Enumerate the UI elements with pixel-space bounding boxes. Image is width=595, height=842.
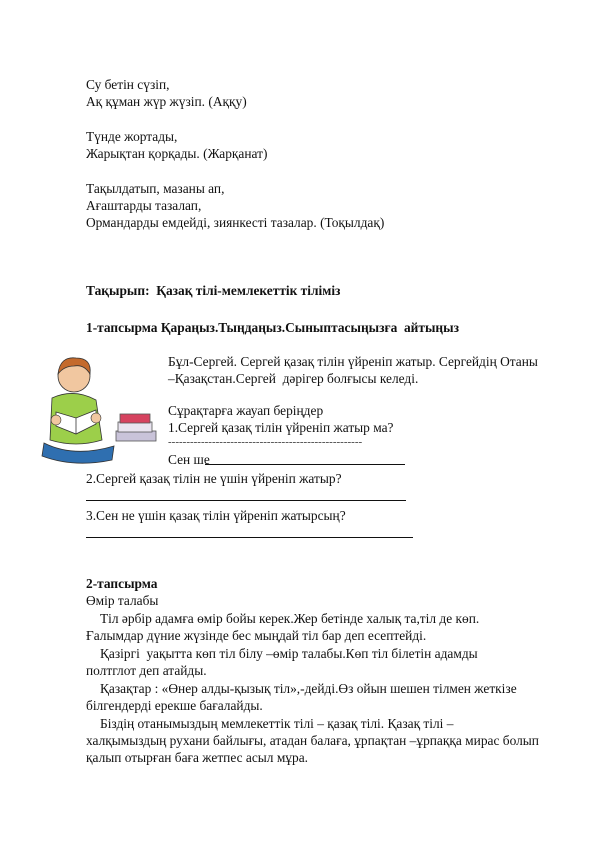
- question-1: 1.Сергей қазақ тілін үйреніп жатыр ма?: [168, 420, 394, 435]
- question-1-answer-label: Сен ше: [168, 452, 210, 467]
- task2-title: Өмір талабы: [86, 593, 159, 608]
- task2-paragraph-line: Біздің отанымыздың мемлекеттік тілі – қазақ тілі. Қазақ тілі –: [100, 716, 454, 731]
- riddle-3-line-1: Тақылдатып, мазаны ап,: [86, 181, 225, 196]
- task2-paragraph-line: Тіл әрбір адамға өмір бойы керек.Жер бетінде халық та,тіл де көп.: [100, 611, 480, 626]
- riddle-2-line-1: Түнде жортады,: [86, 129, 178, 144]
- riddle-2-line-2: Жарықтан қорқады. (Жарқанат): [86, 146, 268, 161]
- riddle-3-line-3: Ормандарды емдейді, зиянкесті тазалар. (Тоқылдақ): [86, 215, 385, 230]
- topic-heading: Тақырып: Қазақ тілі-мемлекеттік тіліміз: [86, 283, 341, 298]
- task2-heading: 2-тапсырма: [86, 576, 158, 591]
- boy-reading-illustration: [4, 348, 172, 473]
- question-2: 2.Сергей қазақ тілін не үшін үйреніп жатыр?: [86, 471, 342, 486]
- question-1-dash-line: -----------------------------------------------------: [168, 436, 363, 448]
- books-icon: [116, 414, 156, 441]
- task2-paragraph-line: полтглот деп атайды.: [86, 663, 207, 678]
- task2-paragraph-line: халқымыздың рухани байлығы, атадан балаға, ұрпақтан –ұрпаққа мирас болып: [86, 733, 539, 748]
- answer-2-line[interactable]: [86, 500, 406, 501]
- riddle-1-line-2: Ақ құман жүр жүзіп. (Аққу): [86, 94, 247, 109]
- task1-heading: 1-тапсырма Қараңыз.Тыңдаңыз.Сыныптасыңызға айтыңыз: [86, 320, 459, 335]
- answer-prompt: Сұрақтарға жауап беріңдер: [168, 403, 324, 418]
- answer-1-line[interactable]: [205, 464, 405, 465]
- task2-paragraph-line: Ғалымдар дүние жүзінде бес мыңдай тіл бар деп есептейді.: [86, 628, 427, 643]
- task2-paragraph-line: Қазіргі уақытта көп тіл білу –өмір талабы.Көп тіл білетін адамды: [100, 646, 478, 661]
- task2-paragraph-line: қалып отырған баға жетпес асыл мұра.: [86, 750, 308, 765]
- riddle-3-line-2: Ағаштарды тазалап,: [86, 198, 202, 213]
- answer-3-line[interactable]: [86, 537, 413, 538]
- question-3: 3.Сен не үшін қазақ тілін үйреніп жатырсың?: [86, 508, 346, 523]
- task1-text-line-1: Бұл-Сергей. Сергей қазақ тілін үйреніп жатыр. Сергейдің Отаны: [168, 354, 538, 369]
- task1-text-line-2: –Қазақстан.Сергей дәрігер болғысы келеді.: [168, 371, 419, 386]
- task2-paragraph-line: Қазақтар : «Өнер алды-қызық тіл»,-дейді.Өз ойын шешен тілмен жеткізе: [100, 681, 517, 696]
- riddle-1-line-1: Су бетін сүзіп,: [86, 77, 170, 92]
- task2-paragraph-line: білгендерді ерекше бағалайды.: [86, 698, 263, 713]
